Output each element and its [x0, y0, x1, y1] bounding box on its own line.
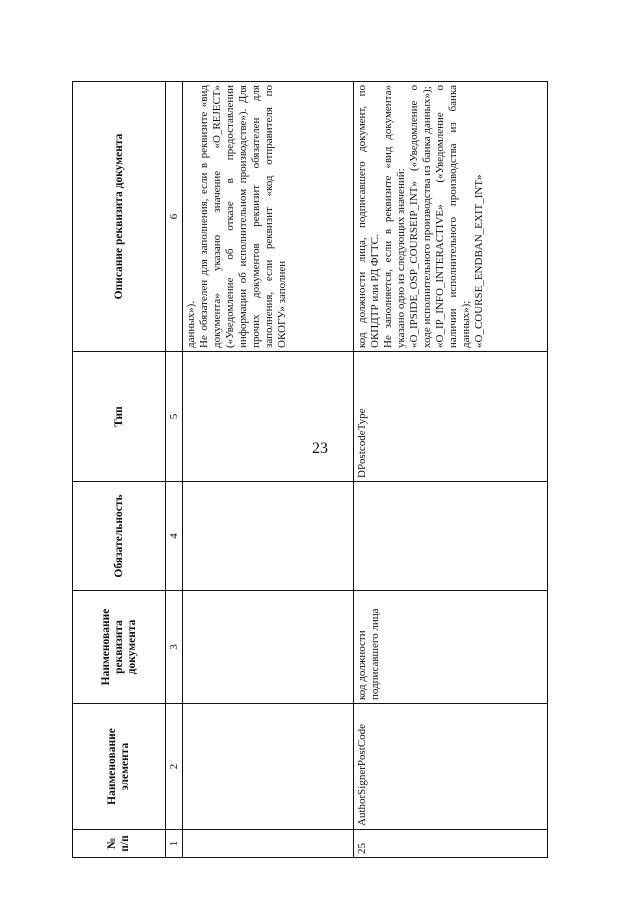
cell-description	[354, 82, 548, 352]
cell-element: AuthorSignerPostCode	[354, 704, 548, 830]
header-element-name: Наименование элемента	[73, 704, 166, 830]
table-header-row	[73, 82, 166, 858]
document-attributes-table	[72, 81, 548, 858]
description-paragraph: данных»).	[185, 300, 197, 348]
description-paragraph: Не обязателен для заполнения, если в реквизите «вид документа» указано значение «O_REJECT» («Уведомление об отказе в предоставлении информации об исполнительном производстве»). Для прочих документов реквизит обязателен для заполнения, если реквизит «код отправителя по ОКОГУ» заполнен	[198, 85, 288, 348]
column-number: 3	[166, 591, 183, 704]
description-paragraph: Не заполняется, если в реквизите «вид документа» указано одно из следующих значений:	[382, 85, 407, 348]
column-number: 5	[166, 352, 183, 482]
description-paragraph: «O_IP_INFO_INTERACTIVE» («Уведомление о наличии исполнительного производства из банка данных»);	[434, 85, 472, 348]
cell-type: DPostcodeType	[354, 352, 548, 482]
table-row-continuation	[183, 82, 354, 858]
rotated-table-wrapper	[72, 82, 548, 858]
cell-num: 25	[354, 830, 548, 858]
cell-type	[183, 352, 354, 482]
cell-num	[183, 830, 354, 858]
description-paragraph: код должности лица, подписавшего документ, по ОКПДТР или РД ФГТС.	[356, 85, 381, 348]
column-number-row	[166, 82, 183, 858]
column-number: 1	[166, 830, 183, 858]
header-description: Описание реквизита документа	[73, 82, 166, 352]
header-type: Тип	[73, 352, 166, 482]
header-num: № п/п	[73, 830, 166, 858]
description-paragraph: «O_IPSIDE_OSP_COURSEIP_INT» («Уведомление о ходе исполнительного производства из банка данных»);	[408, 85, 433, 348]
header-attribute-name: Наименование реквизита документа	[73, 591, 166, 704]
cell-attribute	[183, 591, 354, 704]
cell-description	[183, 82, 354, 352]
cell-element	[183, 704, 354, 830]
column-number: 6	[166, 82, 183, 352]
page-number: 23	[312, 440, 328, 457]
description-paragraph: «O_COURSE_ENDBAN_EXIT_INT»	[473, 174, 485, 348]
column-number: 2	[166, 704, 183, 830]
cell-obligation	[183, 482, 354, 591]
column-number: 4	[166, 482, 183, 591]
cell-attribute: код должности подписавшего лица	[354, 591, 548, 704]
header-obligation: Обязательность	[73, 482, 166, 591]
table-row-25	[354, 82, 548, 858]
cell-obligation	[354, 482, 548, 591]
